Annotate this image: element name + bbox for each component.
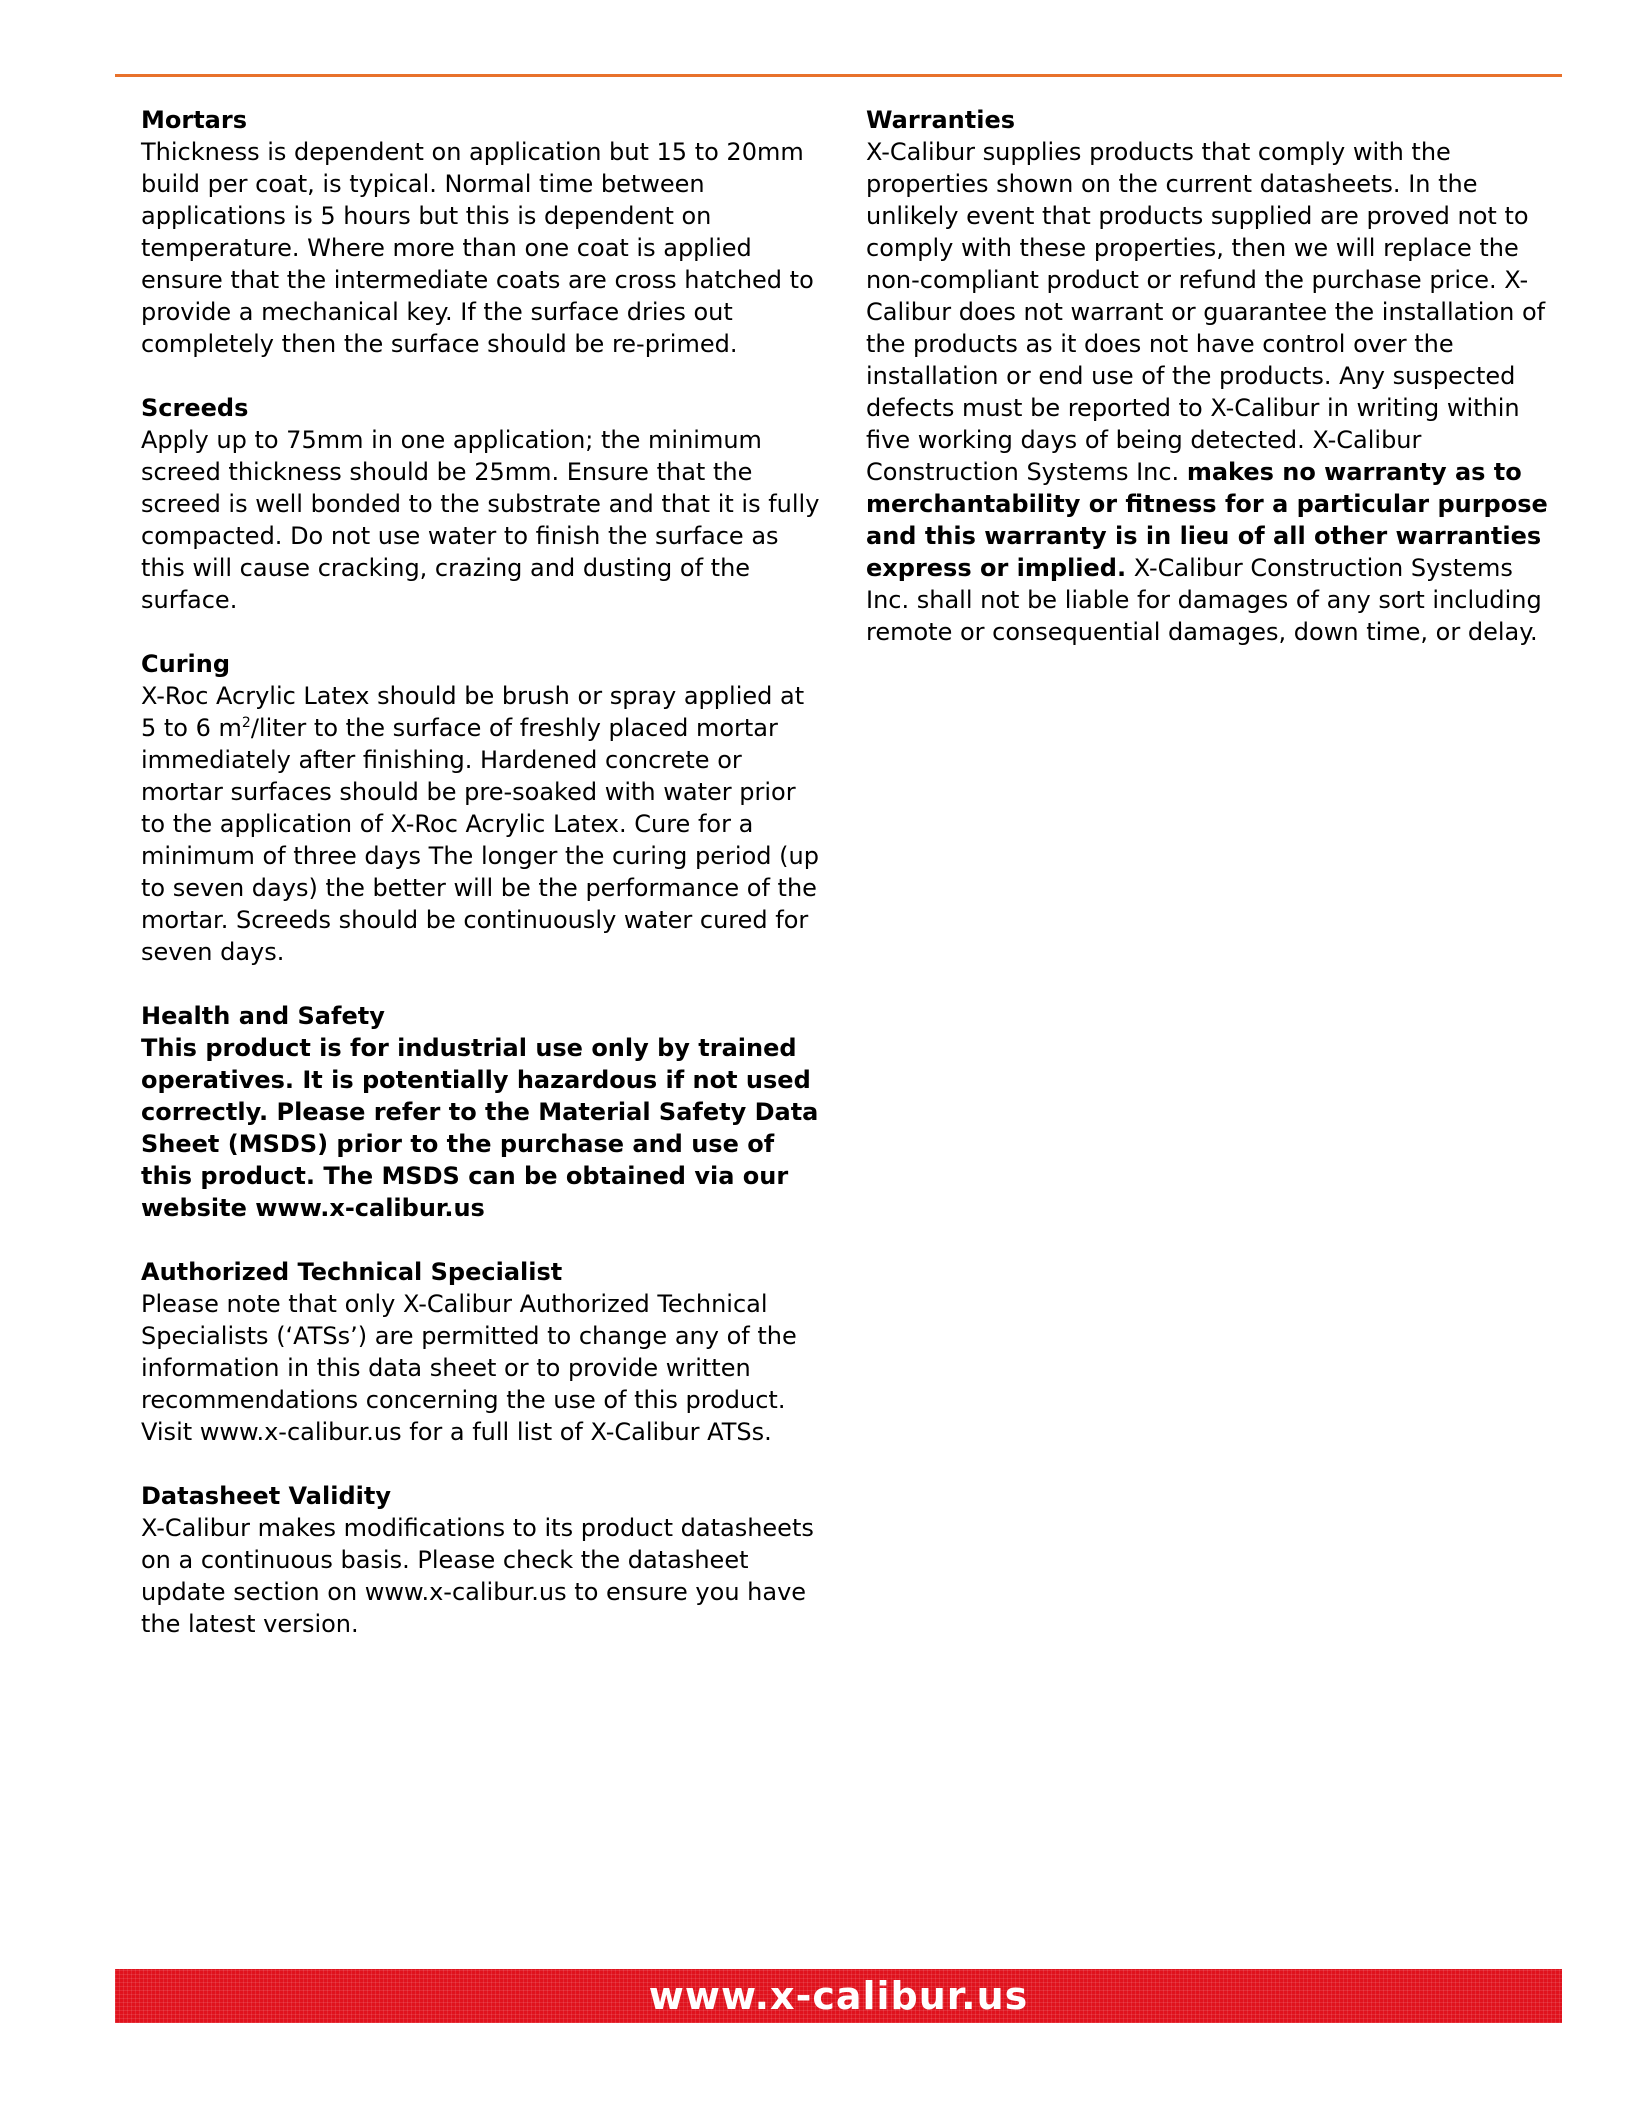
text-mortars: Thickness is dependent on application but 15 to 20mm build per coat, is typical. Normal time between applications is 5 hours but this is dependent on temperature. Where more than one coat is applied ensure that the intermediate coats are cross hatched to provide a mechanical key. If the surface dries out completely then the surface should be re-primed. [141,138,814,358]
text-curing-a: X-Roc Acrylic Latex should be brush or spray applied at 5 to 6 m [141,682,805,742]
section-curing [141,648,821,968]
heading-warranties: Warranties [866,106,1016,134]
heading-screeds: Screeds [141,394,249,422]
text-warranties-a: X-Calibur supplies products that comply with the properties shown on the current datasheets. In the unlikely event that products supplied are proved not to comply with these properties, then we will replace the non-compliant product or refund the purchase price. X-Calibur does not warrant or guarantee the installation of the products as it does not have control over the installation or end use of the products. Any suspected defects must be reported to X-Calibur in writing within five working days of being detected. X-Calibur Construction Systems Inc. [866,138,1546,486]
section-validity [141,1480,821,1640]
text-health-safety: This product is for industrial use only by trained operatives. It is potentially hazardous if not used correctly. Please refer to the Material Safety Data Sheet (MSDS) prior to the purchase and use of this product. The MSDS can be obtained via our website www.x-calibur.us [141,1034,819,1222]
text-warranties-b: X-Calibur Construction Systems Inc. shall not be liable for damages of any sort including remote or consequential damages, down time, or delay. [866,554,1542,646]
footer-bar [115,1969,1562,2023]
superscript-2: 2 [241,715,251,731]
text-warranties-bold: makes no warranty as to merchantability or fitness for a particular purpose and this warranty is in lieu of all other warranties express or implied. [866,458,1548,582]
text-curing-b: /liter to the surface of freshly placed mortar immediately after finishing. Hardened concrete or mortar surfaces should be pre-soaked with water prior to the application of X-Roc Acrylic Latex. Cure for a minimum of three days The longer the curing period (up to seven days) the better will be the performance of the mortar. Screeds should be continuously water cured for seven days. [141,714,819,966]
text-warranties [866,136,1556,648]
footer-url: www.x-calibur.us [648,1974,1029,2018]
right-column [866,104,1556,680]
section-ats [141,1256,821,1448]
text-screeds: Apply up to 75mm in one application; the minimum screed thickness should be 25mm. Ensure that the screed is well bonded to the substrate and that it is fully compacted. Do not use water to finish the surface as this will cause cracking, crazing and dusting of the surface. [141,426,820,614]
heading-curing: Curing [141,650,231,678]
text-ats: Please note that only X-Calibur Authorized Technical Specialists (‘ATSs’) are permitted to change any of the information in this data sheet or to provide written recommendations concerning the use of this product. Visit www.x-calibur.us for a full list of X-Calibur ATSs. [141,1290,797,1446]
top-divider [115,74,1562,77]
section-warranties [866,104,1556,648]
heading-health-safety: Health and Safety [141,1002,385,1030]
heading-mortars: Mortars [141,106,247,134]
text-curing [141,680,821,968]
section-mortars [141,104,821,360]
section-screeds [141,392,821,616]
section-health-safety [141,1000,821,1224]
heading-validity: Datasheet Validity [141,1482,391,1510]
heading-ats: Authorized Technical Specialist [141,1258,563,1286]
left-column [141,104,821,1672]
text-validity: X-Calibur makes modifications to its product datasheets on a continuous basis. Please check the datasheet update section on www.x-calibur.us to ensure you have the latest version. [141,1514,814,1638]
